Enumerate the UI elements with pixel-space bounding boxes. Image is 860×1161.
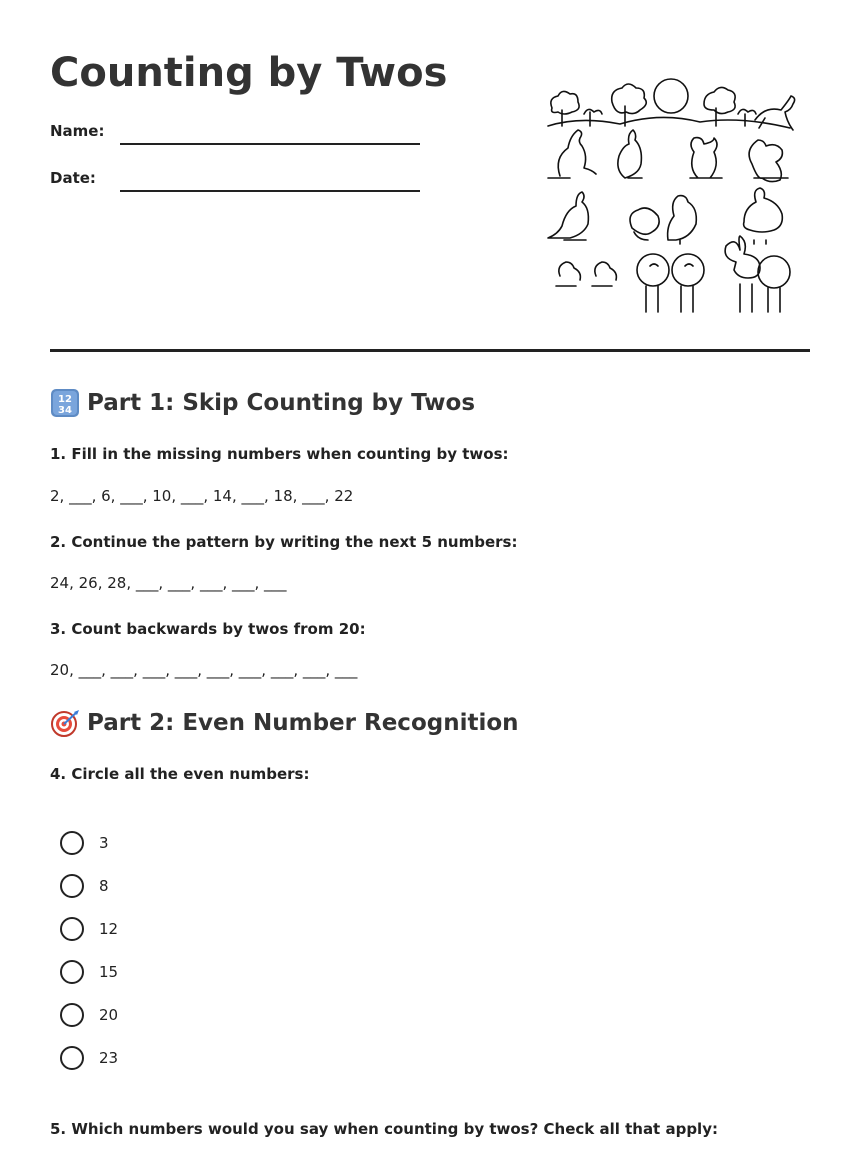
page-title: Counting by Twos	[50, 50, 448, 96]
svg-text:34: 34	[58, 405, 72, 416]
option-item[interactable]	[60, 917, 118, 941]
option-label: 3	[99, 834, 109, 852]
radio-button[interactable]	[60, 1046, 84, 1070]
option-item[interactable]	[60, 874, 109, 898]
option-label: 23	[99, 1049, 119, 1067]
part1-heading	[50, 388, 475, 418]
name-field[interactable]	[120, 143, 420, 145]
question-3-sequence: 20, ___, ___, ___, ___, ___, ___, ___, ___, ___	[50, 661, 358, 679]
option-item[interactable]	[60, 960, 118, 984]
target-dart-icon	[50, 708, 80, 738]
question-2-sequence: 24, 26, 28, ___, ___, ___, ___, ___	[50, 574, 287, 592]
radio-button[interactable]	[60, 831, 84, 855]
australian-animals-illustration	[540, 72, 802, 317]
radio-button[interactable]	[60, 874, 84, 898]
option-label: 8	[99, 877, 109, 895]
option-label: 20	[99, 1006, 119, 1024]
option-item[interactable]	[60, 1046, 118, 1070]
question-3: 3. Count backwards by twos from 20:	[50, 620, 366, 638]
header-divider	[50, 349, 810, 352]
numbers-1234-icon	[50, 388, 80, 418]
option-item[interactable]	[60, 1003, 118, 1027]
question-1-sequence: 2, ___, 6, ___, 10, ___, 14, ___, 18, ___, 22	[50, 487, 354, 505]
option-label: 15	[99, 963, 119, 981]
question-2: 2. Continue the pattern by writing the next 5 numbers:	[50, 533, 518, 551]
part2-heading	[50, 708, 519, 738]
option-label: 12	[99, 920, 119, 938]
option-item[interactable]	[60, 831, 109, 855]
radio-button[interactable]	[60, 917, 84, 941]
radio-button[interactable]	[60, 1003, 84, 1027]
date-field[interactable]	[120, 190, 420, 192]
question-1: 1. Fill in the missing numbers when counting by twos:	[50, 445, 509, 463]
name-label: Name:	[50, 122, 105, 140]
question-5: 5. Which numbers would you say when counting by twos? Check all that apply:	[50, 1120, 718, 1138]
question-4: 4. Circle all the even numbers:	[50, 765, 310, 783]
date-label: Date:	[50, 169, 96, 187]
radio-button[interactable]	[60, 960, 84, 984]
part1-heading-text: Part 1: Skip Counting by Twos	[87, 390, 476, 416]
svg-text:12: 12	[58, 394, 72, 405]
part2-heading-text: Part 2: Even Number Recognition	[87, 710, 519, 736]
